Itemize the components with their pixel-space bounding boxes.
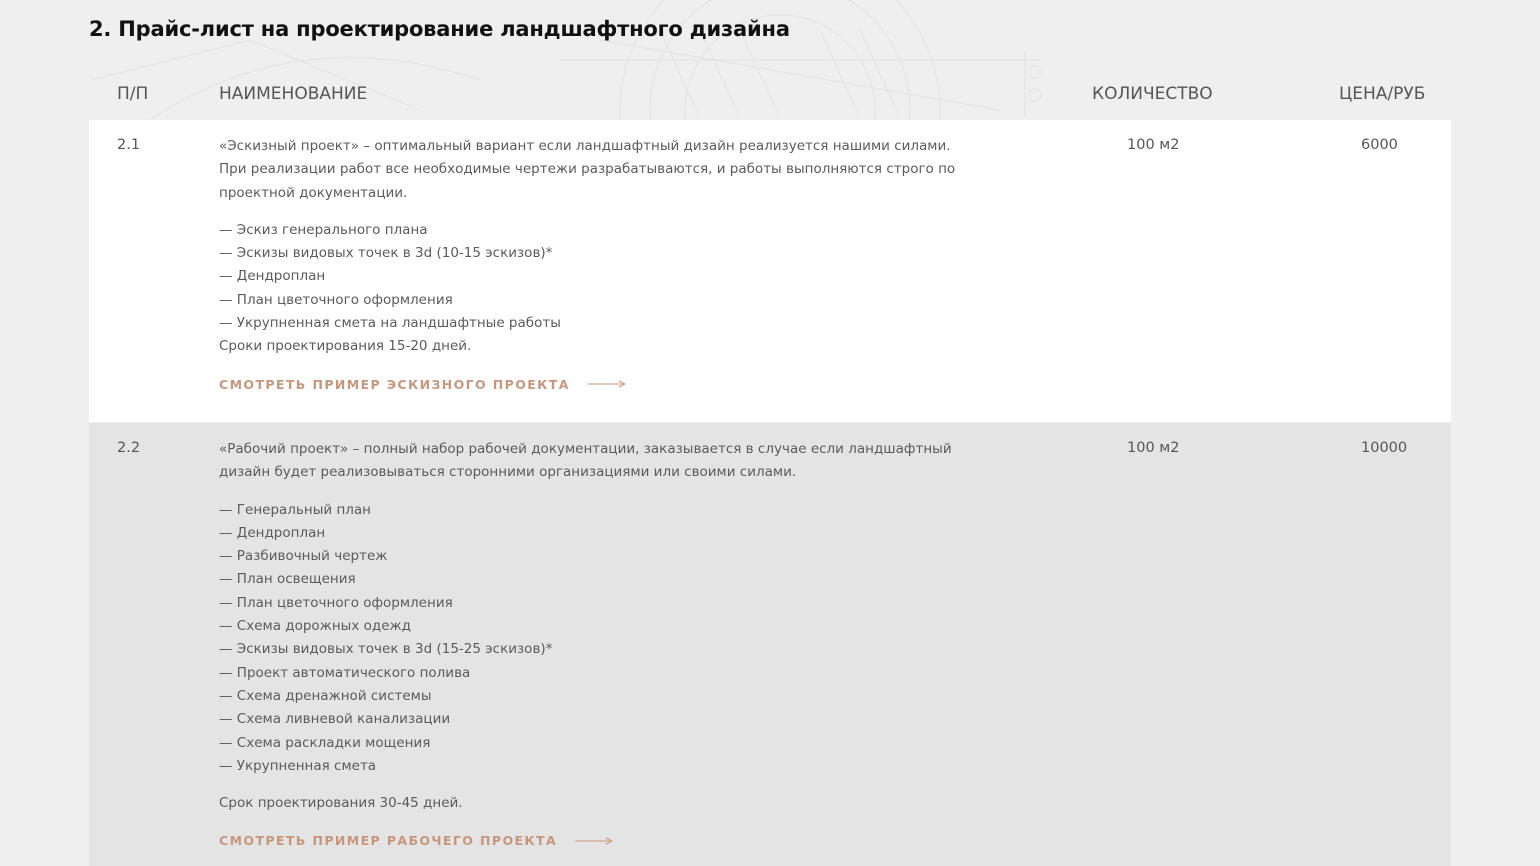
row-description — [219, 135, 979, 397]
row-price: 6000 — [1361, 137, 1398, 153]
table-row-sketch-project — [89, 120, 1451, 422]
list-item: — Эскизы видовых точек в 3d (15-25 эскизов)* — [219, 641, 553, 658]
arrow-right-icon — [588, 380, 626, 388]
list-item: — План освещения — [219, 571, 356, 588]
list-item: — Генеральный план — [219, 501, 371, 518]
table-header — [89, 84, 1451, 114]
feature-list — [219, 219, 979, 335]
column-header-price: ЦЕНА/РУБ — [1339, 84, 1426, 104]
table-row-working-project — [89, 423, 1451, 866]
list-item: — Дендроплан — [219, 268, 326, 285]
list-item: — Схема раскладки мощения — [219, 734, 431, 751]
list-item: — Эскизы видовых точек в 3d (10-15 эскизов)* — [219, 245, 553, 262]
row-quantity: 100 м2 — [1127, 137, 1180, 153]
link-label: СМОТРЕТЬ ПРИМЕР ЭСКИЗНОГО ПРОЕКТА — [219, 376, 570, 392]
column-header-name: НАИМЕНОВАНИЕ — [219, 84, 368, 104]
row-price: 10000 — [1361, 440, 1408, 456]
link-label: СМОТРЕТЬ ПРИМЕР РАБОЧЕГО ПРОЕКТА — [219, 833, 558, 849]
list-item: — Схема дренажной системы — [219, 687, 432, 704]
list-item: — План цветочного оформления — [219, 291, 453, 308]
arrow-right-icon — [575, 837, 613, 845]
row-number: 2.2 — [117, 440, 141, 456]
column-header-number: П/П — [117, 84, 149, 104]
row-description — [219, 438, 979, 854]
list-item: — План цветочного оформления — [219, 594, 453, 611]
row-intro-text: «Эскизный проект» – оптимальный вариант если ландшафтный дизайн реализуется нашими силами. При реализации работ все необходимые чертежи разрабатываются, и работы выполняются строго по проектной документации. — [219, 138, 956, 201]
list-item: — Эскиз генерального плана — [219, 221, 428, 238]
list-item: — Схема ливневой канализации — [219, 711, 451, 728]
row-duration-text: Сроки проектирования 15-20 дней. — [219, 338, 472, 355]
section-title: 2. Прайс-лист на проектирование ландшафтного дизайна — [89, 17, 790, 41]
view-sketch-example-link[interactable] — [219, 373, 626, 396]
list-item: — Дендроплан — [219, 524, 326, 541]
list-item: — Проект автоматического полива — [219, 664, 471, 681]
list-item: — Укрупненная смета на ландшафтные работы — [219, 315, 561, 332]
feature-list — [219, 499, 979, 779]
list-item: — Укрупненная смета — [219, 757, 377, 774]
row-number: 2.1 — [117, 137, 141, 153]
row-duration-text: Срок проектирования 30-45 дней. — [219, 795, 463, 812]
column-header-quantity: КОЛИЧЕСТВО — [1092, 84, 1213, 104]
list-item: — Схема дорожных одежд — [219, 618, 412, 635]
list-item: — Разбивочный чертеж — [219, 548, 388, 565]
view-working-example-link[interactable] — [219, 829, 613, 852]
row-quantity: 100 м2 — [1127, 440, 1180, 456]
row-intro-text: «Рабочий проект» – полный набор рабочей документации, заказывается в случае если ландшафтный дизайн будет реализовываться сторонними организациями или своими силами. — [219, 441, 952, 481]
